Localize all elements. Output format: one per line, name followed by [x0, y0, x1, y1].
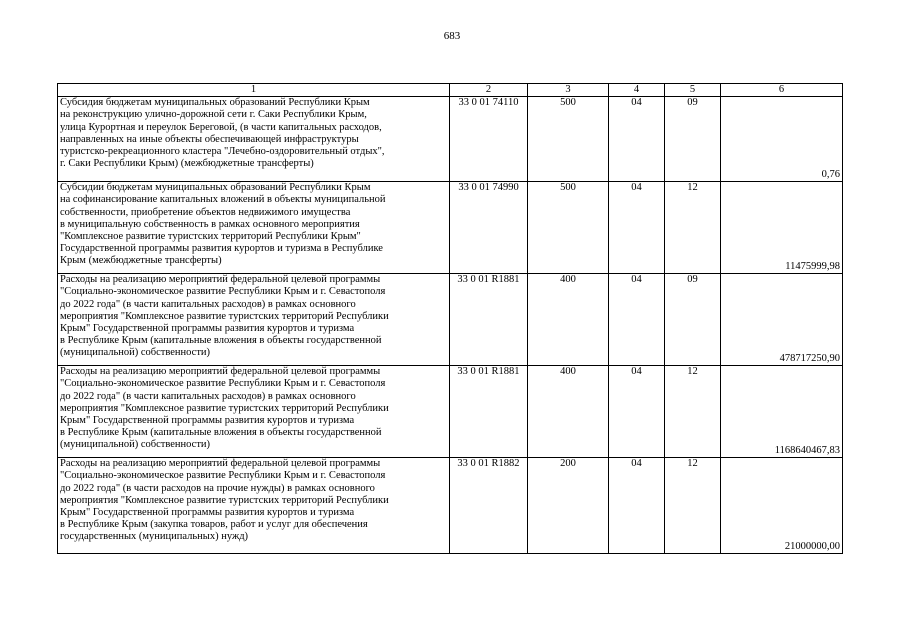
- section-code: 04: [609, 458, 665, 554]
- subsection-code: 12: [665, 366, 721, 458]
- amount-value: 11475999,98: [721, 182, 843, 274]
- table-row: [58, 182, 843, 274]
- amount-value: 478717250,90: [721, 274, 843, 366]
- page-number: 683: [443, 30, 461, 42]
- expense-type-code: 500: [528, 182, 609, 274]
- subsection-code: 09: [665, 274, 721, 366]
- expense-type-code: 200: [528, 458, 609, 554]
- section-code: 04: [609, 366, 665, 458]
- table-row: [58, 458, 843, 554]
- target-article-code: 33 0 01 R1881: [450, 274, 528, 366]
- budget-table: [57, 83, 843, 554]
- amount-value: 21000000,00: [721, 458, 843, 554]
- subsection-code: 09: [665, 97, 721, 182]
- expense-type-code: 400: [528, 274, 609, 366]
- target-article-code: 33 0 01 74110: [450, 97, 528, 182]
- row-description: Субсидия бюджетам муниципальных образований Республики Крым на реконструкцию улично-дорожной сети г. Саки Республики Крым, улица Курортная и переулок Береговой, (в части капитальных расходов, направленных на иные объекты обеспечивающей инфраструктуры туристско-рекреационного кластера "Лечебно-оздоровительный отдых", г. Саки Республики Крым) (межбюджетные трансферты): [58, 97, 450, 182]
- column-header: 4: [609, 84, 665, 97]
- target-article-code: 33 0 01 74990: [450, 182, 528, 274]
- column-header: 5: [665, 84, 721, 97]
- table-row: [58, 366, 843, 458]
- expense-type-code: 500: [528, 97, 609, 182]
- section-code: 04: [609, 274, 665, 366]
- column-header: 1: [58, 84, 450, 97]
- column-header: 3: [528, 84, 609, 97]
- row-description: Субсидии бюджетам муниципальных образований Республики Крым на софинансирование капитальных вложений в объекты муниципальной собственности, приобретение объектов недвижимого имущества в муниципальную собственность в рамках основного мероприятия "Комплексное развитие туристских территорий Республики Крым" Государственной программы развития курортов и туризма в Республике Крым (межбюджетные трансферты): [58, 182, 450, 274]
- amount-value: 0,76: [721, 97, 843, 182]
- table-header-row: [58, 84, 843, 97]
- subsection-code: 12: [665, 458, 721, 554]
- column-header: 2: [450, 84, 528, 97]
- target-article-code: 33 0 01 R1882: [450, 458, 528, 554]
- target-article-code: 33 0 01 R1881: [450, 366, 528, 458]
- section-code: 04: [609, 182, 665, 274]
- expense-type-code: 400: [528, 366, 609, 458]
- subsection-code: 12: [665, 182, 721, 274]
- section-code: 04: [609, 97, 665, 182]
- row-description: Расходы на реализацию мероприятий федеральной целевой программы "Социально-экономическое развитие Республики Крым и г. Севастополя до 2022 года" (в части капитальных расходов) в рамках основного мероприятия "Комплексное развитие туристских территорий Республики Крым" Государственной программы развития курортов и туризма в Республике Крым (капитальные вложения в объекты государственной (муниципальной) собственности): [58, 366, 450, 458]
- row-description: Расходы на реализацию мероприятий федеральной целевой программы "Социально-экономическое развитие Республики Крым и г. Севастополя до 2022 года" (в части расходов на прочие нужды) в рамках основного мероприятия "Комплексное развитие туристских территорий Республики Крым" Государственной программы развития курортов и туризма в Республике Крым (закупка товаров, работ и услуг для обеспечения государственных (муниципальных) нужд): [58, 458, 450, 554]
- table-row: [58, 97, 843, 182]
- table-row: [58, 274, 843, 366]
- column-header: 6: [721, 84, 843, 97]
- amount-value: 1168640467,83: [721, 366, 843, 458]
- row-description: Расходы на реализацию мероприятий федеральной целевой программы "Социально-экономическое развитие Республики Крым и г. Севастополя до 2022 года" (в части капитальных расходов) в рамках основного мероприятия "Комплексное развитие туристских территорий Республики Крым" Государственной программы развития курортов и туризма в Республике Крым (капитальные вложения в объекты государственной (муниципальной) собственности): [58, 274, 450, 366]
